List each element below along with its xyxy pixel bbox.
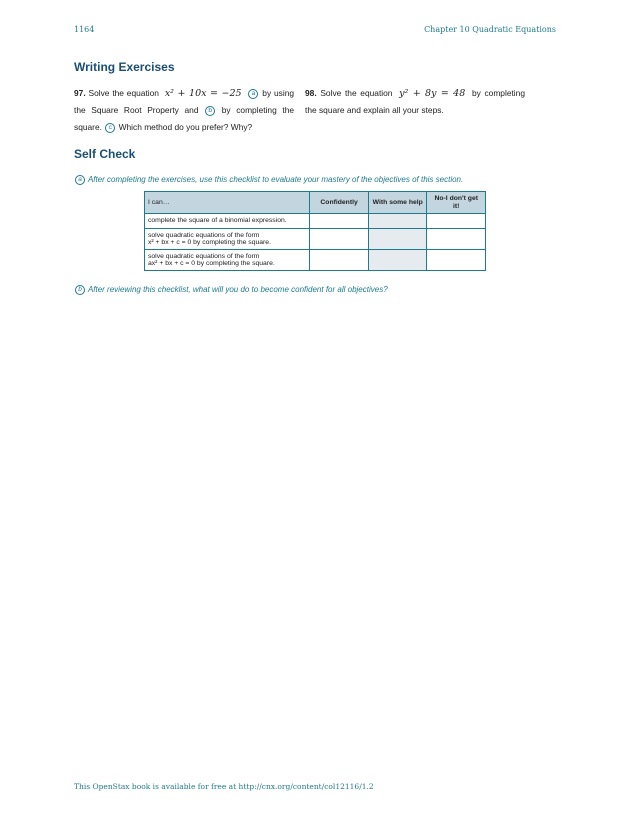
marker-b-icon: b xyxy=(205,106,215,116)
objective-text: complete the square of a binomial expression. xyxy=(148,217,287,225)
marker-a-icon: a xyxy=(248,89,258,99)
exercise-98-equation: y² + 8y = 48 xyxy=(399,88,466,99)
exercise-97 xyxy=(74,85,294,136)
instruction-b-text: After reviewing this checklist, what will you do to become confident for all objectives? xyxy=(87,285,388,294)
exercise-98-text-2: by completing the square and explain all your steps. xyxy=(305,88,525,115)
page-number: 1164 xyxy=(74,25,95,34)
writing-exercises-heading: Writing Exercises xyxy=(74,60,175,74)
marker-a-icon: a xyxy=(75,175,85,185)
objective-text-line2: ax² + bx + c = 0 by completing the square. xyxy=(148,260,275,267)
with-some-help-cell[interactable] xyxy=(368,250,427,271)
confidently-cell[interactable] xyxy=(310,214,369,229)
with-some-help-cell[interactable] xyxy=(368,229,427,250)
column-header-i-can: I can… xyxy=(145,192,310,214)
objective-label xyxy=(145,250,310,271)
exercise-97-equation: x² + 10x = −25 xyxy=(164,88,242,99)
exercise-97-number: 97. xyxy=(74,88,86,98)
column-header-no-dont-get-it: No-I don't get it! xyxy=(427,192,486,214)
dont-get-it-cell[interactable] xyxy=(427,229,486,250)
table-row xyxy=(145,229,486,250)
footer-text: This OpenStax book is available for free at http://cnx.org/content/col12116/1.2 xyxy=(74,782,374,791)
exercise-97-text-3: by completing the square. xyxy=(74,105,295,132)
column-header-with-some-help: With some help xyxy=(368,192,427,214)
exercise-97-text-1: Solve the equation xyxy=(88,88,159,98)
table-header-row xyxy=(145,192,486,214)
marker-c-icon: c xyxy=(105,123,115,133)
exercise-97-text-4: Which method do you prefer? Why? xyxy=(118,122,253,132)
dont-get-it-cell[interactable] xyxy=(427,214,486,229)
instruction-a-text: After completing the exercises, use this checklist to evaluate your mastery of the objectives of this section. xyxy=(87,175,464,184)
table-row xyxy=(145,250,486,271)
dont-get-it-cell[interactable] xyxy=(427,250,486,271)
exercise-98-text-1: Solve the equation xyxy=(320,88,393,98)
confidently-cell[interactable] xyxy=(310,250,369,271)
self-check-instruction-b xyxy=(74,285,388,295)
table-row xyxy=(145,214,486,229)
exercise-98 xyxy=(305,85,525,119)
chapter-title: Chapter 10 Quadratic Equations xyxy=(424,25,556,34)
objective-label xyxy=(145,229,310,250)
objective-text: solve quadratic equations of the form xyxy=(148,231,260,239)
self-check-table xyxy=(144,191,486,271)
column-header-confidently: Confidently xyxy=(310,192,369,214)
with-some-help-cell[interactable] xyxy=(368,214,427,229)
marker-b-icon: b xyxy=(75,285,85,295)
objective-label xyxy=(145,214,310,229)
self-check-instruction-a xyxy=(74,175,463,185)
objective-text: solve quadratic equations of the form xyxy=(148,252,260,260)
objective-text-line2: x² + bx + c = 0 by completing the square. xyxy=(148,239,271,246)
confidently-cell[interactable] xyxy=(310,229,369,250)
exercise-98-number: 98. xyxy=(305,88,317,98)
exercise-97-text-2: by using the Square Root Property and xyxy=(74,88,295,115)
self-check-heading: Self Check xyxy=(74,147,136,161)
